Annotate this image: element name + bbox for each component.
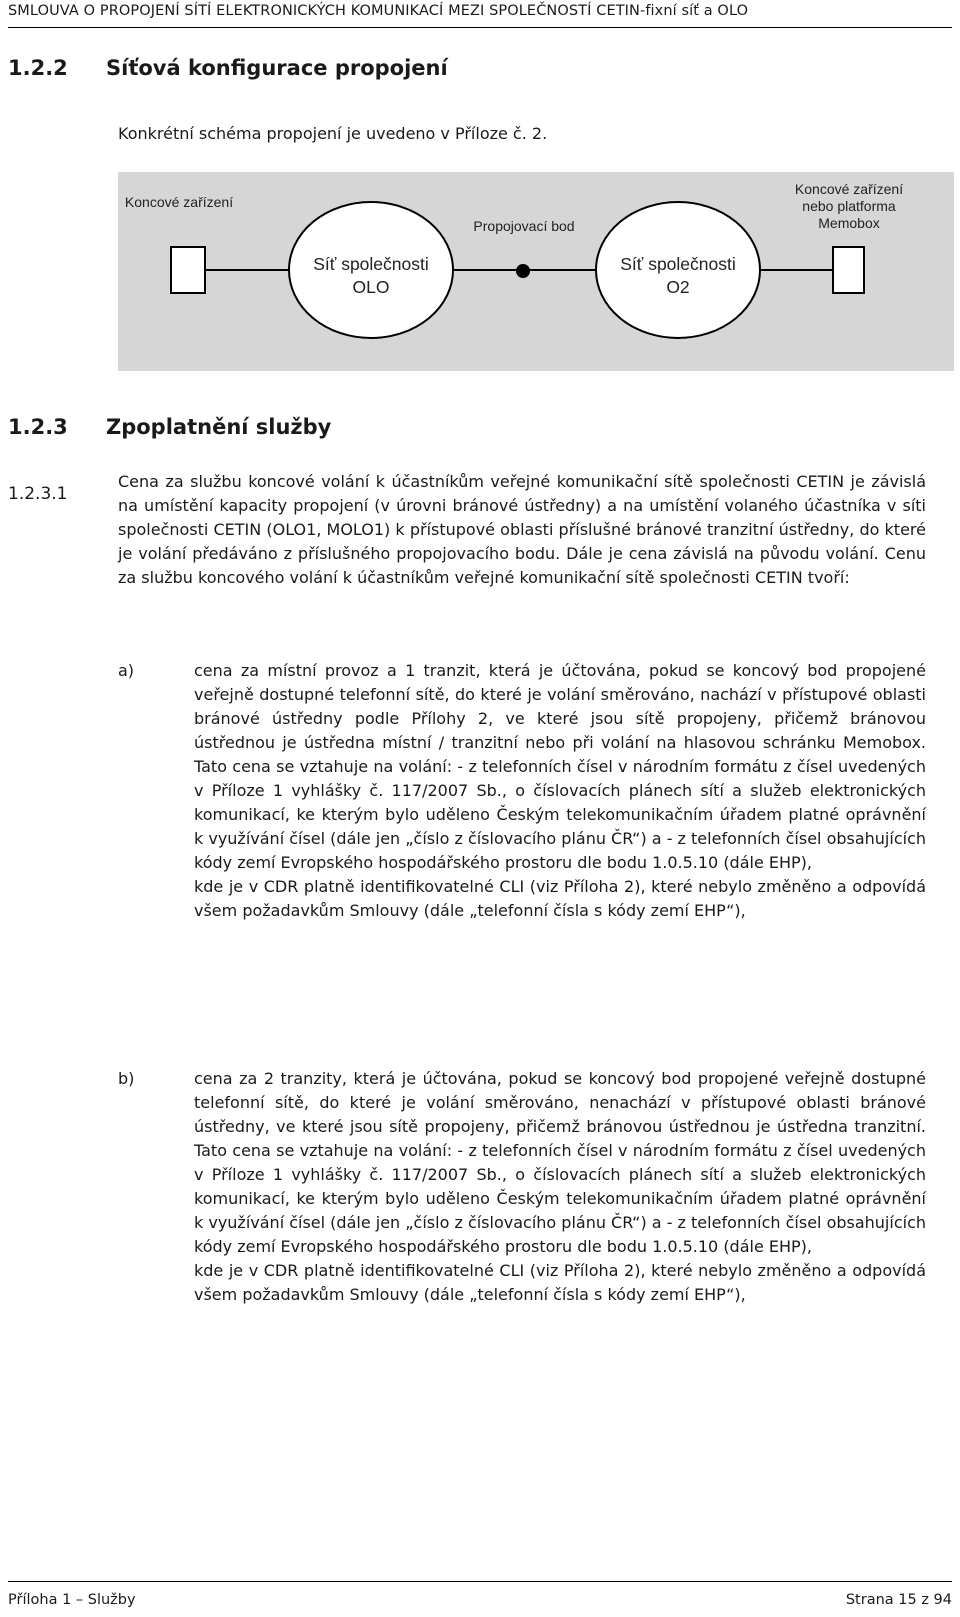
olo-network-label: Síť společnosti OLO: [313, 254, 429, 297]
section-title: Zpoplatnění služby: [106, 415, 332, 439]
left-terminal-box: [171, 247, 205, 293]
list-item-letter: b): [118, 1069, 135, 1088]
o2-network-label: Síť společnosti O2: [620, 254, 736, 297]
interconnection-diagram: [118, 172, 954, 371]
list-item-text: cena za 2 tranzity, která je účtována, pokud se koncový bod propojené veřejně dostupné telefonní sítě, do které je volání směrováno, nenachází v přístupové oblasti bránové ústředny, ve které jsou sítě propojeny, přičemž bránovou ústřednou je ústředna tranzitní. Tato cena se vztahuje na volání: - z telefonních čísel v národním formátu z čísel uvedených v Příloze 1 vyhlášky č. 117/2007 Sb., o číslovacích plánech sítí a služeb elektronických komunikací, ke kterým bylo uděleno Českým telekomunikačním úřadem platné oprávnění k využívání čísel (dále jen „číslo z číslovacího plánu ČR“) a - z telefonních čísel obsahujících kódy zemí Evropského hospodářského prostoru dle bodu 1.0.5.10 (dále EHP),: [194, 1069, 926, 1256]
clause-paragraph: Cena za službu koncové volání k účastníkům veřejné komunikační sítě společnosti CETIN je závislá na umístění kapacity propojení (v úrovni bránové ústředny) a na umístění volaného účastníka v síti společnosti CETIN (OLO1, MOLO1) k přístupové oblasti příslušné bránové tranzitní ústředny, do které je volání předáváno z příslušného propojovacího bodu. Dále je cena závislá na původu volání. Cenu za službu koncového volání k účastníkům veřejné komunikační sítě společnosti CETIN tvoří:: [118, 472, 926, 587]
left-device-label: Koncové zařízení: [124, 194, 234, 210]
list-item-a: [194, 659, 926, 923]
interconnect-point-label: Propojovací bod: [473, 218, 575, 234]
section-number: 1.2.3: [8, 415, 68, 439]
intro-paragraph: Konkrétní schéma propojení je uvedeno v Příloze č. 2.: [118, 124, 548, 143]
list-item-tail: kde je v CDR platně identifikovatelné CLI (viz Příloha 2), které nebylo změněno a odpovídá všem požadavkům Smlouvy (dále „telefonní čísla s kódy zemí EHP“),: [194, 877, 926, 920]
list-item-text: cena za místní provoz a 1 tranzit, která je účtována, pokud se koncový bod propojené veřejně dostupné telefonní sítě, do které je volání směrováno, nachází v přístupové oblasti bránové ústředny podle Přílohy 2, ve které jsou sítě propojeny, přičemž bránovou ústřednou je ústředna místní / tranzitní nebo při volání na hlasovou schránku Memobox. Tato cena se vztahuje na volání: - z telefonních čísel v národním formátu z čísel uvedených v Příloze 1 vyhlášky č. 117/2007 Sb., o číslovacích plánech sítí a služeb elektronických komunikací, ke kterým bylo uděleno Českým telekomunikačním úřadem platné oprávnění k využívání čísel (dále jen „číslo z číslovacího plánu ČR“) a - z telefonních čísel obsahujících kódy zemí Evropského hospodářského prostoru dle bodu 1.0.5.10 (dále EHP),: [194, 661, 926, 872]
list-item-letter: a): [118, 661, 135, 680]
page-footer: [8, 1581, 952, 1615]
section-title: Síťová konfigurace propojení: [106, 56, 448, 80]
footer-appendix: Příloha 1 – Služby: [8, 1592, 136, 1608]
right-terminal-box: [833, 247, 864, 293]
list-item-tail: kde je v CDR platně identifikovatelné CLI (viz Příloha 2), které nebylo změněno a odpovídá všem požadavkům Smlouvy (dále „telefonní čísla s kódy zemí EHP“),: [194, 1261, 926, 1304]
list-item-b: [194, 1067, 926, 1307]
page-header: [8, 0, 952, 28]
interconnect-point-dot: [516, 264, 530, 278]
section-number: 1.2.2: [8, 56, 68, 80]
right-device-label: Koncové zařízení nebo platforma Memobox: [794, 181, 904, 231]
clause-number: 1.2.3.1: [8, 484, 68, 504]
footer-page-number: Strana 15 z 94: [845, 1592, 952, 1608]
document-title: SMLOUVA O PROPOJENÍ SÍTÍ ELEKTRONICKÝCH KOMUNIKACÍ MEZI SPOLEČNOSTÍ CETIN-fixní síť a OLO: [8, 3, 749, 19]
